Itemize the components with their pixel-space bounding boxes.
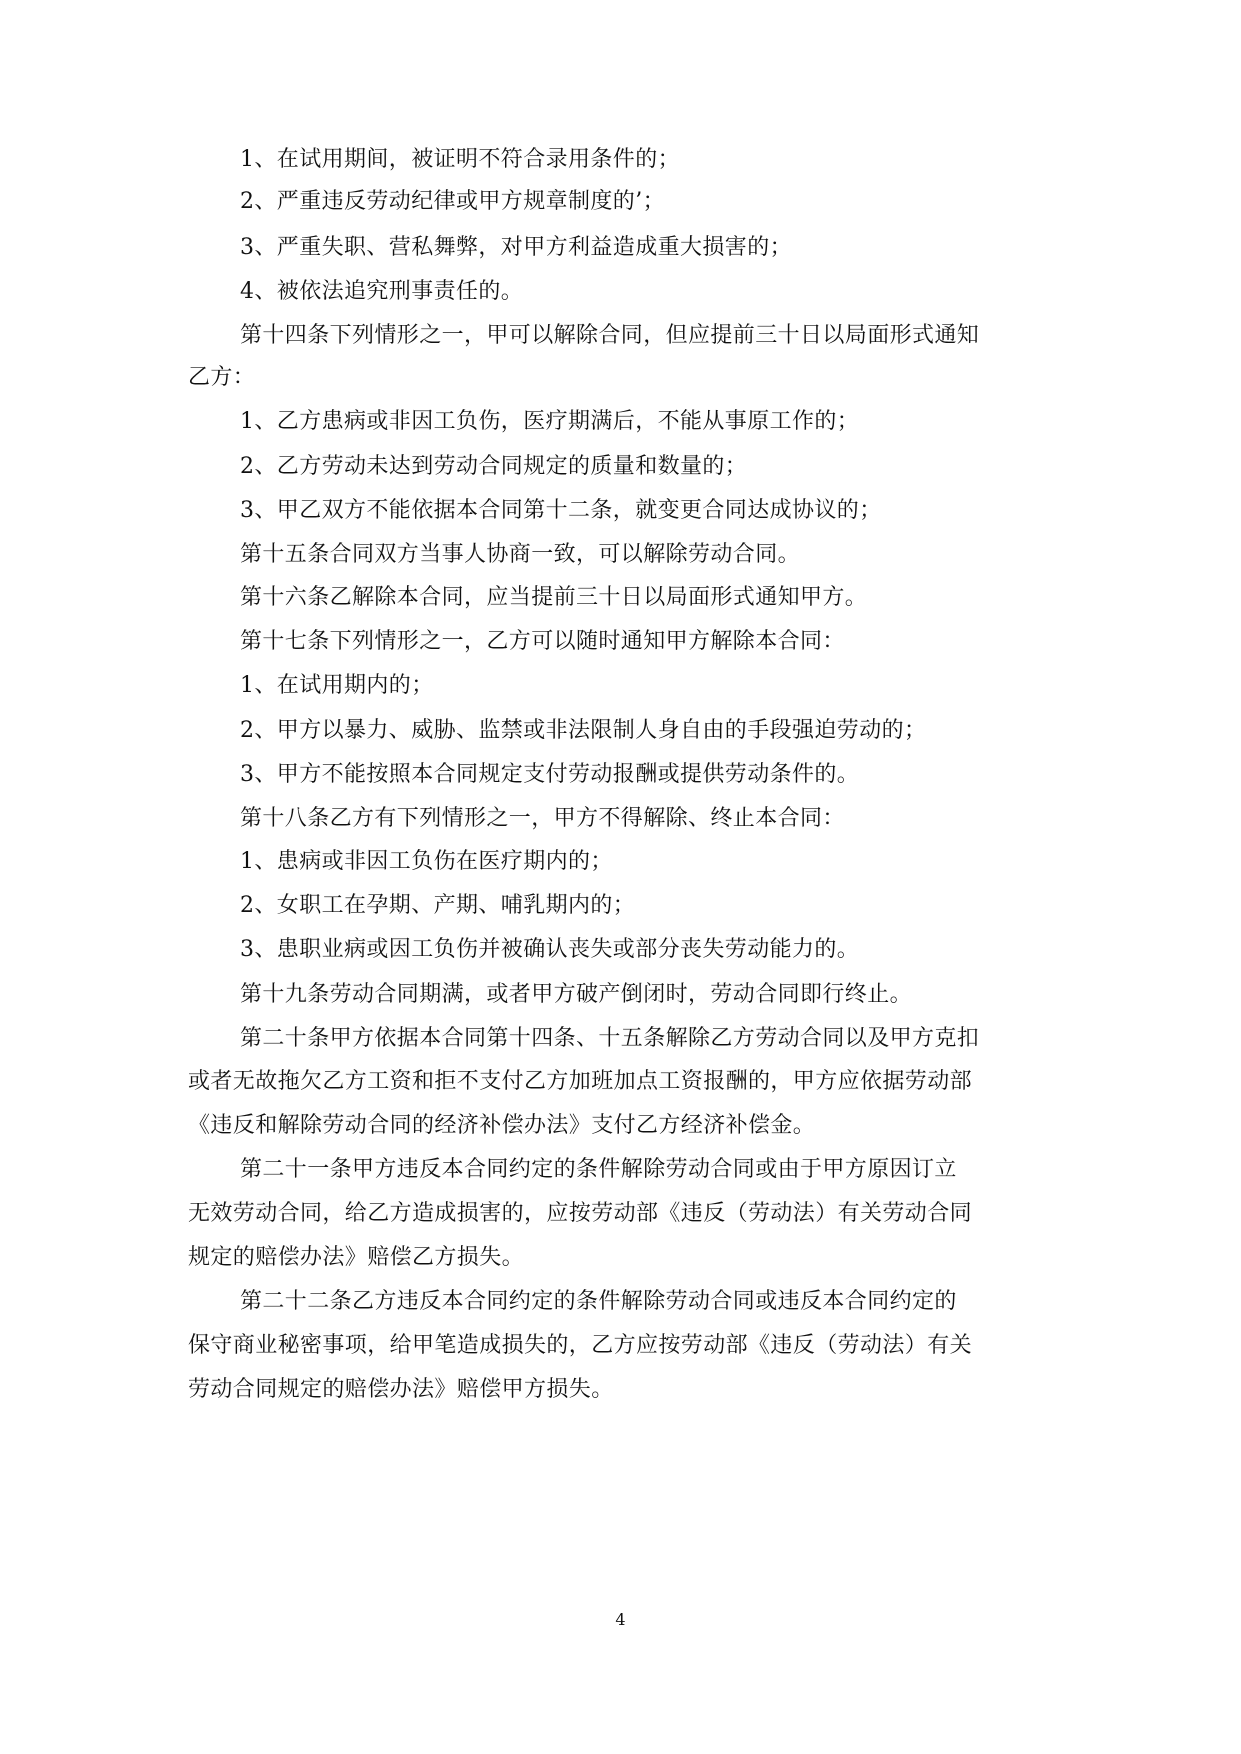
text-line: 或者无故拖欠乙方工资和拒不支付乙方加班加点工资报酬的，甲方应依据劳动部 [188,1069,973,1094]
text-line: 2、乙方劳动未达到劳动合同规定的质量和数量的； [240,454,748,479]
text-line: 2、甲方以暴力、威胁、监禁或非法限制人身自由的手段强迫劳动的； [240,718,927,743]
text-line: 4、被依法追究刑事责任的。 [240,279,524,304]
text-line: 第二十条甲方依据本合同第十四条、十五条解除乙方劳动合同以及甲方克扣 [240,1026,980,1051]
text-line: 规定的赔偿办法》赔偿乙方损失。 [188,1245,525,1270]
text-line: 劳动合同规定的赔偿办法》赔偿甲方损失。 [188,1377,614,1402]
text-line: 乙方： [188,365,256,390]
text-line: 3、患职业病或因工负伤并被确认丧失或部分丧失劳动能力的。 [240,937,860,962]
text-line: 2、严重违反劳动纪律或甲方规章制度的’； [240,189,665,214]
text-line: 1、乙方患病或非因工负伤，医疗期满后，不能从事原工作的； [240,409,860,434]
text-line: 第二十二条乙方违反本合同约定的条件解除劳动合同或违反本合同约定的 [240,1289,957,1314]
text-line: 1、在试用期内的； [240,673,434,698]
text-line: 《违反和解除劳动合同的经济补偿办法》支付乙方经济补偿金。 [188,1113,816,1138]
text-line: 保守商业秘密事项，给甲笔造成损失的，乙方应按劳动部《违反（劳动法）有关 [188,1333,973,1358]
text-line: 1、患病或非因工负伤在医疗期内的； [240,849,613,874]
text-line: 1、在试用期间，被证明不符合录用条件的； [240,147,680,172]
text-line: 第十八条乙方有下列情形之一，甲方不得解除、终止本合同： [240,806,845,831]
text-line: 第十九条劳动合同期满，或者甲方破产倒闭时，劳动合同即行终止。 [240,982,913,1007]
text-line: 无效劳动合同，给乙方造成损害的，应按劳动部《违反（劳动法）有关劳动合同 [188,1201,973,1226]
text-line: 第十七条下列情形之一，乙方可以随时通知甲方解除本合同： [240,629,845,654]
text-line: 第十五条合同双方当事人协商一致，可以解除劳动合同。 [240,542,801,567]
text-line: 3、严重失职、营私舞弊，对甲方利益造成重大损害的； [240,235,792,260]
text-line: 第二十一条甲方违反本合同约定的条件解除劳动合同或由于甲方原因订立 [240,1157,957,1182]
text-line: 第十四条下列情形之一，甲可以解除合同，但应提前三十日以局面形式通知 [240,323,980,348]
text-line: 第十六条乙解除本合同，应当提前三十日以局面形式通知甲方。 [240,585,868,610]
page-number: 4 [615,1610,626,1629]
text-line: 3、甲乙双方不能依据本合同第十二条，就变更合同达成协议的； [240,498,882,523]
text-line: 3、甲方不能按照本合同规定支付劳动报酬或提供劳动条件的。 [240,762,860,787]
text-line: 2、女职工在孕期、产期、哺乳期内的； [240,893,636,918]
